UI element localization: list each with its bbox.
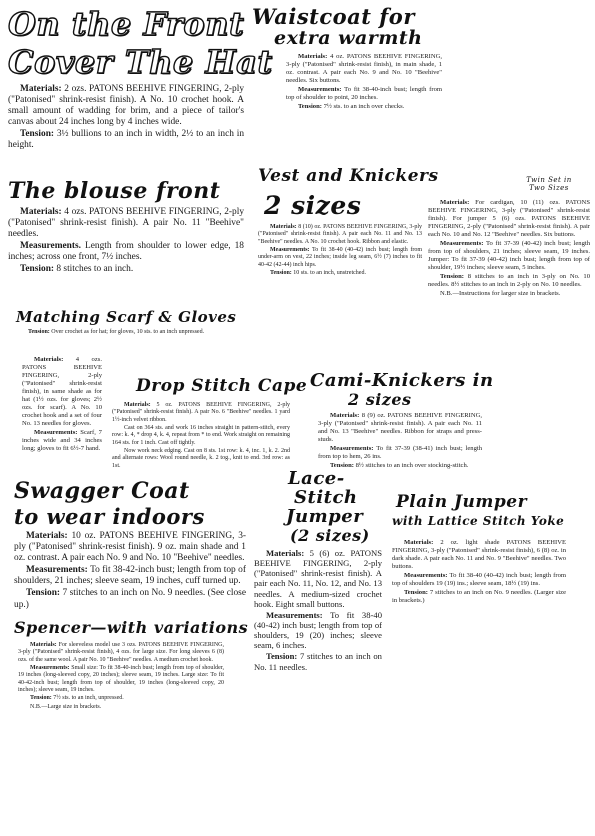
spencer-body [18, 642, 224, 711]
swagger-materials-label: Materials: [26, 531, 68, 541]
dropstitch-para2: Now work neck edging. Cast on 8 sts. 1st row: k. 4, inc. 1, k. 2. 2nd and alternate rows: Wool round needle, k. 2 tog., knit to end. 3rd row: as 1st. [112, 447, 290, 469]
lace-section [254, 470, 382, 673]
swagger-body [14, 531, 246, 611]
vest-title-line1: Vest and Knickers [258, 166, 439, 186]
vest-measurements-label: Measurements: [270, 246, 310, 253]
twinset-title: Twin Set in Two Sizes [526, 176, 572, 193]
lace-materials: 5 (6) oz. PATONS BEEHIVE FINGERING, 2-ply ("Patonised" shrink-resist finish). A pair each No. 11, No. 12, and No. 13 needles. A medium-sized crochet hook. Eight small buttons. [254, 548, 382, 609]
spencer-note: N.B.—Large size in brackets. [30, 703, 102, 710]
lace-title-line2: Stitch [294, 487, 358, 508]
plain-title-line1: Plain Jumper [396, 492, 528, 512]
camik-title-line1: Cami-Knickers in [310, 370, 494, 391]
dropstitch-section [112, 376, 308, 471]
spencer-tension: 7½ sts. to an inch, unpressed. [53, 695, 124, 702]
plain-measurements: To fit 38-40 (40-42) inch bust; length from top of shoulders 19 (19) ins.; sleeve seam, 18½ (19) ins. [392, 572, 566, 588]
plain-materials: 2 oz. light shade PATONS BEEHIVE FINGERING, 3-ply ("Patonised" shrink-resist finish), 6 (8) oz. in dark shade. A pair each No. 11 and No. 9 "Beehive" needles. Two buttons. [392, 539, 567, 571]
scarf-tension-label: Tension: [28, 329, 50, 335]
vest-body [258, 224, 422, 277]
blouse-tension-label: Tension: [20, 264, 55, 275]
swagger-measurements: To fit 38-42-inch bust; length from top of shoulders, 21 inches; sleeve seam, 19 inches, cuff turned up. [14, 565, 246, 587]
twinset-tension-label: Tension: [440, 273, 464, 281]
blouse-measurements-label: Measurements. [20, 241, 82, 252]
waistcoat-materials: 4 oz. PATONS BEEHIVE FINGERING, 3-ply ("Patonised" shrink-resist finish), in main shade, 1 oz. contrast. A pair each No. 9 and No. 10 "Beehive" needles. Six buttons. [286, 53, 442, 85]
twinset-section [428, 176, 590, 299]
scarf-tension: Over crochet as for hat; for gloves, 10 sts. to an inch unpressed. [51, 329, 205, 335]
camik-tension-label: Tension: [330, 462, 354, 470]
camik-tension: 8½ stitches to an inch over stocking-stitch. [355, 462, 469, 470]
waistcoat-tension: 7½ sts. to an inch over checks. [323, 103, 405, 111]
lace-measurements: To fit 38-40 (40-42) inch bust; length from top of shoulders, 19 (20) inches; sleeve seam, 6 inches. [254, 609, 382, 651]
lace-title-line1: Lace- [288, 468, 345, 489]
blouse-materials-label: Materials: [20, 207, 62, 217]
twinset-tension: 8 stitches to an inch in 3-ply on No. 10 needles. 8½ stitches to an inch in 2-ply on No. 10 needles. [428, 273, 590, 289]
lace-measurements-label: Measurements: [266, 609, 323, 620]
camik-materials: 8 (9) oz. PATONS BEEHIVE FINGERING, 3-ply ("Patonised" shrink-resist finish). A pair each No. 11 and No. 13 "Beehive" needles. Ribbon for straps and press-studs. [318, 412, 483, 444]
swagger-title-line1: Swagger Coat [14, 478, 190, 504]
lace-materials-label: Materials: [266, 548, 305, 558]
dropstitch-body [112, 402, 290, 470]
swagger-tension-label: Tension: [26, 588, 61, 599]
spencer-materials: For sleeveless model use 3 ozs. PATONS BEEHIVE FINGERING, 3-ply ("Patonised" shrink-resist finish), 4 ozs. for large size. For long sleeves 6 (8) ozs. of the same wool. A pair No. 10 "Beehive" needles. A medium crochet hook. [18, 642, 225, 663]
spencer-tension-label: Tension: [30, 695, 52, 702]
scarf-tension-block [16, 329, 252, 336]
scarf-title: Matching Scarf & Gloves [16, 308, 237, 326]
vest-section [258, 166, 439, 278]
swagger-materials: 10 oz. PATONS BEEHIVE FINGERING, 3-ply ("Patonised" shrink-resist finish). 9 oz. main shade and 1 oz. contrast. A pair each No. 9 and No. 10 "Beehive" needles. [14, 531, 247, 564]
lace-title-line3: Jumper [286, 506, 364, 527]
vest-materials-label: Materials: [270, 224, 297, 230]
plain-tension: 7 stitches to an inch on No. 9 needles. (Larger size in brackets.) [392, 589, 566, 605]
spencer-measurements: Small size: To fit 38-40-inch bust; length from top of shoulder, 19 inches (long-sleeved copy, 20 inches); sleeve seam, 19 inches. Large size: To fit 40-42-inch bust; length from top of shoulder, 19 inches (long-sleeved copy, 20 inches); sleeve seam, 19 inches. [18, 664, 224, 693]
dropstitch-title: Drop Stitch Cape [136, 376, 308, 396]
twinset-measurements: To fit 37-39 (40-42) inch bust; length from top of shoulders, 21 inches; sleeve seam, 19 inches. Jumper: To fit 37-39 (40-42) inch bust; length from top of shoulder, 19½ inches; sleeve seam, 5 inches. [428, 239, 590, 272]
blouse-body [8, 207, 244, 276]
blouse-measurements: Length from shoulder to lower edge, 18 inches; across one front, 7½ inches. [8, 241, 244, 263]
hat-tension: 3½ bullions to an inch in width, 2½ to an inch in height. [8, 129, 245, 151]
twinset-materials: For cardigan, 10 (11) ozs. PATONS BEEHIVE FINGERING, 3-ply ("Patonised" shrink-resist finish). For jumper 5 (6) ozs. PATONS BEEHIVE FINGERING, 2-ply ("Patonised" shrink-resist finish). A pair each No. 10 and No. 12 "Beehive" needles. Six buttons. [428, 198, 590, 238]
spencer-measurements-label: Measurements: [30, 664, 70, 671]
waistcoat-tension-label: Tension: [298, 103, 322, 111]
spencer-materials-label: Materials: [30, 642, 57, 648]
vest-tension: 10 sts. to an inch, unstretched. [293, 269, 366, 276]
vest-measurements: To fit 38-40 (40-42) inch bust; length from under-arm on vest, 22 inches; inside leg seam, 6½ (7) inches to fit 40-42 (42-44) inch hips. [258, 246, 422, 268]
waistcoat-section [252, 6, 452, 112]
dropstitch-materials-label: Materials: [124, 402, 151, 408]
scarf-measurements-label: Measurements: [34, 429, 78, 437]
dropstitch-materials: 5 oz. PATONS BEEHIVE FINGERING, 2-ply ("Patonised" shrink-resist finish). A pair No. 6 "Beehive" needles. 1 yard 1½-inch velvet ribbon. [112, 402, 291, 423]
plain-measurements-label: Measurements: [404, 572, 448, 580]
swagger-measurements-label: Measurements: [26, 565, 88, 576]
blouse-section [8, 180, 244, 277]
waistcoat-measurements: To fit 38-40-inch bust; length from top of shoulder to point, 20 inches. [286, 86, 442, 102]
plain-materials-label: Materials: [404, 539, 434, 546]
lace-title-line4: (2 sizes) [290, 526, 370, 545]
lace-tension: 7 stitches to an inch on No. 11 needles. [254, 651, 382, 672]
hat-title-line2: Cover The Hat [8, 43, 273, 81]
vest-title-line2: 2 sizes [264, 191, 362, 220]
camik-title-line2: 2 sizes [348, 390, 412, 409]
hat-materials: 2 ozs. PATONS BEEHIVE FINGERING, 2-ply ("Patonised" shrink-resist finish). A No. 10 crochet hook. A small amount of wadding for brim, and a piece of tailor's canvas about 24 inches long by 4 inches wide. [8, 84, 245, 128]
blouse-title: The blouse front [8, 178, 221, 204]
scarf-materials: 4 ozs. PATONS BEEHIVE FINGERING, 2-ply ("Patonised" shrink-resist finish), in same shade as for hat (1½ ozs. for gloves; 2½ ozs. for scarf). A No. 10 crochet hook and a set of four No. 13 needles for gloves. [22, 356, 102, 428]
swagger-tension: 7 stitches to an inch on No. 9 needles. (See close up.) [14, 588, 246, 610]
plain-body [392, 539, 566, 605]
twinset-body [428, 199, 590, 298]
lace-body [254, 548, 382, 672]
spencer-title: Spencer—with variations [14, 618, 249, 637]
scarf-materials-label: Materials: [34, 356, 64, 363]
hat-title-line1: On the Front [8, 5, 245, 43]
scarf-section [16, 310, 252, 337]
lace-tension-label: Tension: [266, 651, 298, 662]
camik-measurements-label: Measurements: [330, 445, 374, 453]
dropstitch-para1: Cast on 364 sts. and work 16 inches straight in pattern-stitch, every row: k. 4, * drop 4, k. 4, repeat from * to end. Work straight on remaining 164 sts. for 1 inch. Cast off tightly. [112, 424, 290, 446]
waistcoat-title-line2: extra warmth [274, 27, 423, 49]
blouse-tension: 8 stitches to an inch. [56, 264, 134, 275]
plain-title-line2: with Lattice Stitch Yoke [392, 514, 565, 528]
camik-measurements: To fit 37-39 (38-41) inch bust; length from top to hem, 26 ins. [318, 445, 483, 461]
swagger-section [14, 480, 246, 612]
twinset-measurements-label: Measurements: [440, 239, 484, 247]
scarf-measurements: Scarf, 7 inches wide and 34 inches long; gloves to fit 6½-7 hand. [22, 429, 102, 453]
vest-tension-label: Tension: [270, 269, 292, 276]
twinset-materials-label: Materials: [440, 198, 470, 206]
twinset-note: N.B.—Instructions for larger size in brackets. [440, 290, 561, 298]
camik-section [310, 372, 500, 471]
swagger-title-line2: to wear indoors [14, 504, 205, 529]
plain-tension-label: Tension: [404, 589, 428, 597]
scarf-body [22, 356, 102, 454]
spencer-section [14, 620, 250, 712]
blouse-materials: 4 ozs. PATONS BEEHIVE FINGERING, 2-ply ("Patonised" shrink-resist finish). A pair No. 11 "Beehive" needles. [8, 207, 245, 240]
vest-materials: 8 (10) oz. PATONS BEEHIVE FINGERING, 3-ply ("Patonised" shrink-resist finish). A pair each No. 11 and No. 13 "Beehive" needles. A No. 10 crochet hook. Ribbon and elastic. [258, 224, 422, 245]
hat-tension-label: Tension: [20, 129, 55, 140]
waistcoat-body [286, 53, 442, 111]
hat-materials-label: Materials: [20, 84, 62, 94]
waistcoat-measurements-label: Measurements: [298, 86, 342, 94]
waistcoat-materials-label: Materials: [298, 53, 328, 60]
camik-materials-label: Materials: [330, 412, 360, 419]
hat-section [8, 5, 273, 153]
plain-section [392, 494, 588, 606]
waistcoat-title-line1: Waistcoat for [252, 4, 415, 29]
hat-body [8, 84, 244, 152]
camik-body [318, 412, 482, 470]
